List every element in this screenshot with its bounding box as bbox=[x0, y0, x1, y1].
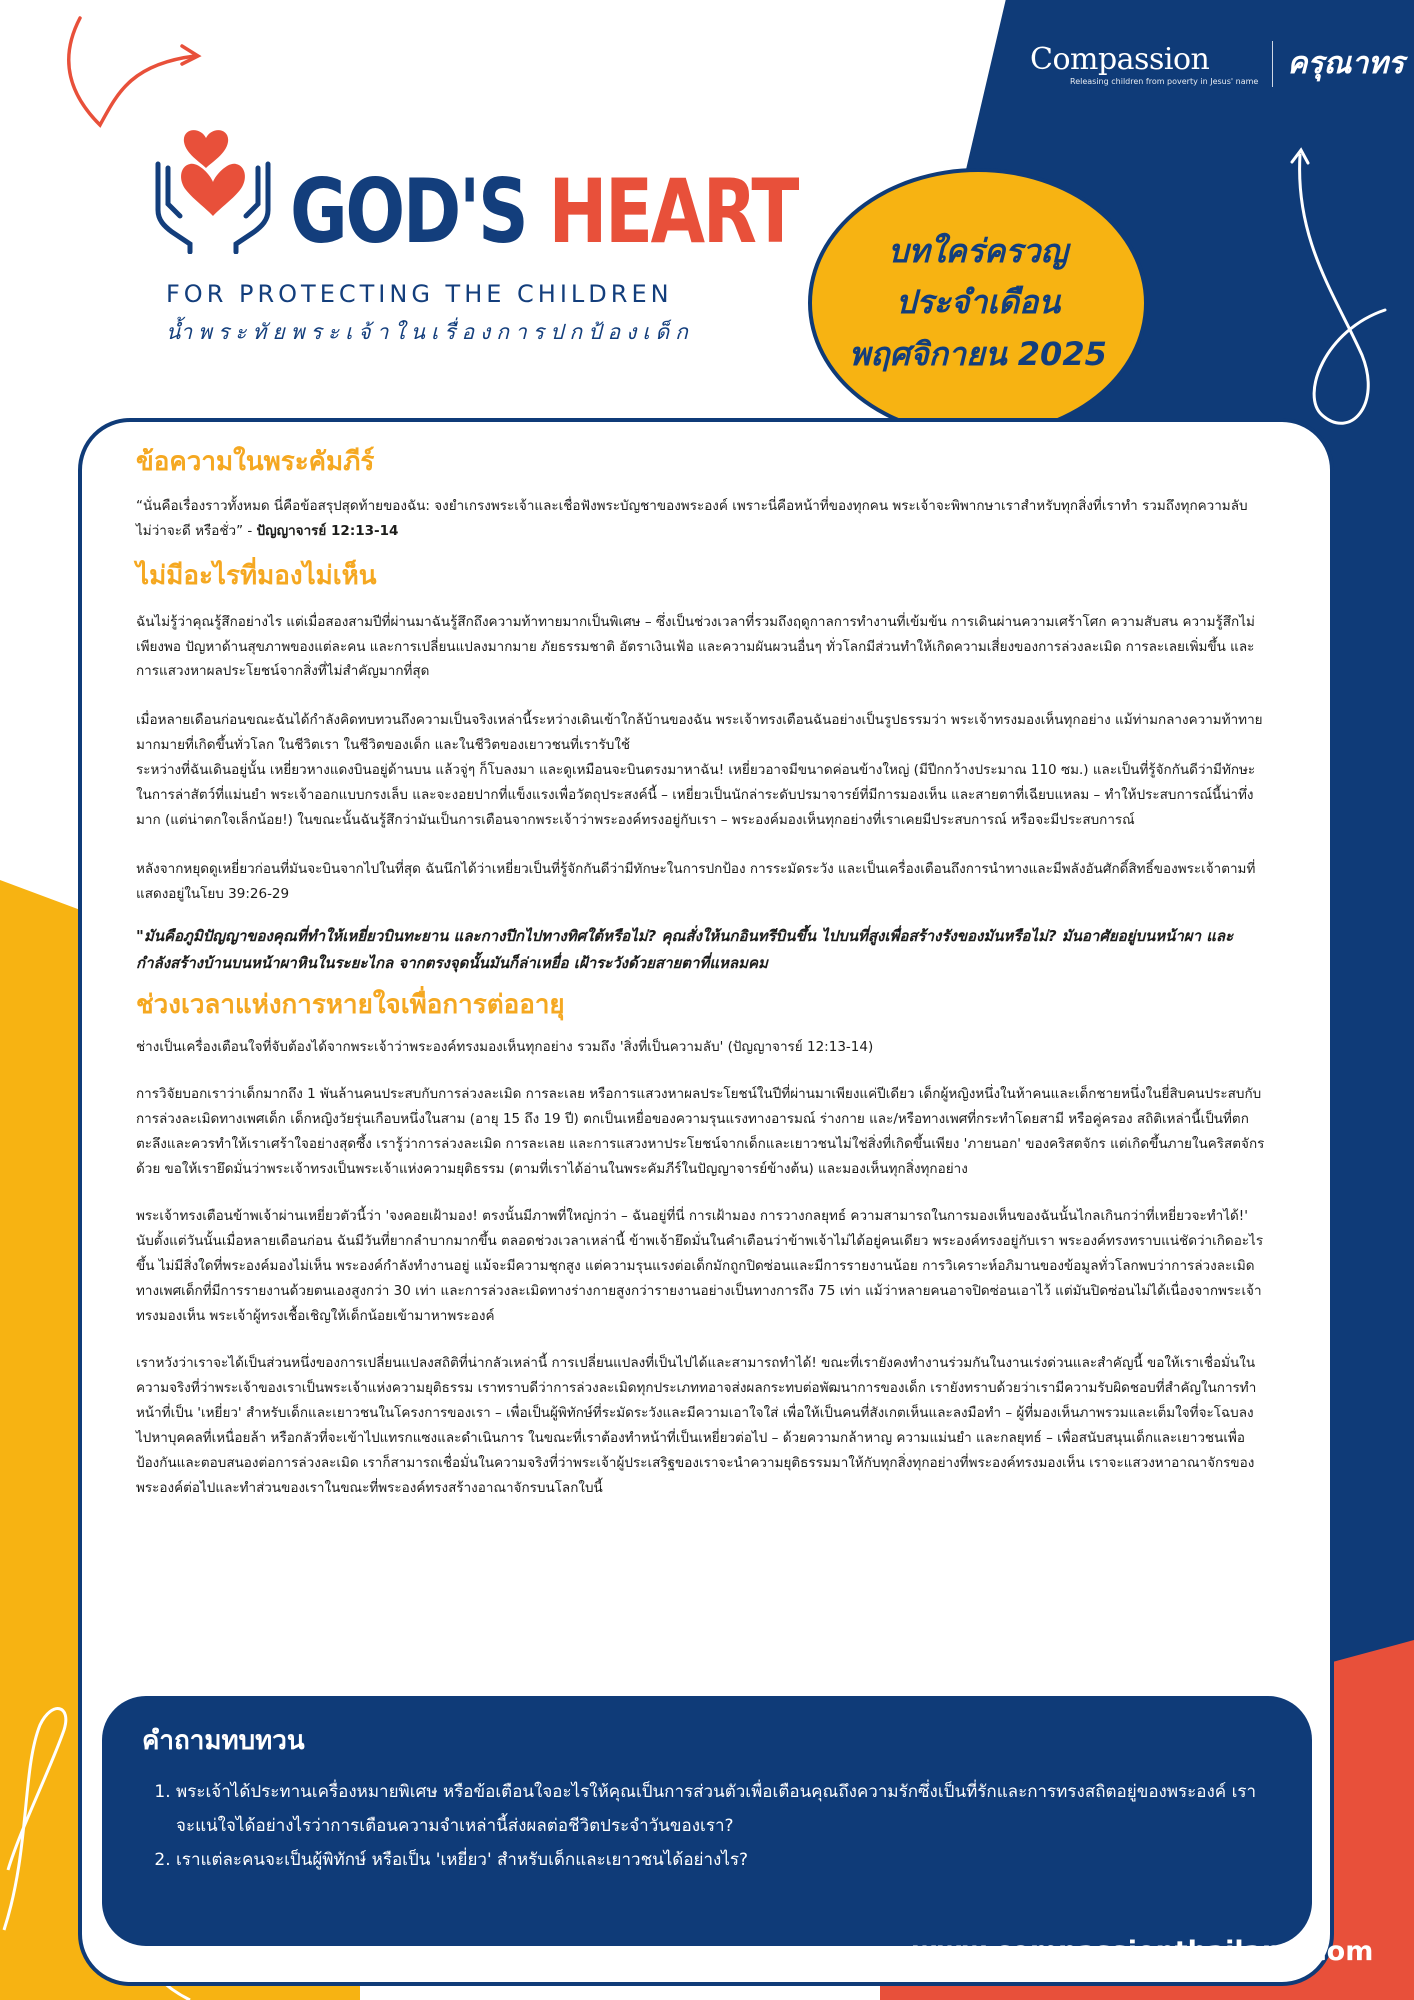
review-question-1: 1. พระเจ้าได้ประทานเครื่องหมายพิเศษ หรือข้อเตือนใจอะไรให้คุณเป็นการส่วนตัวเพื่อเตือนคุณถึงความรักซึ่งเป็นที่รักและการทรงสถิตอยู่ของพระองค์ เราจะแน่ใจได้อย่างไรว่าการเตือนความจำเหล่านี้ส่งผลต่อชีวิตประจำวันของเรา? bbox=[176, 1775, 1272, 1843]
partner-logo: ครุณาทร bbox=[1287, 46, 1405, 81]
month-badge bbox=[808, 168, 1148, 438]
section2-paragraph-4: เราหวังว่าเราจะได้เป็นส่วนหนึ่งของการเปลี่ยนแปลงสถิติที่น่ากลัวเหล่านี้ การเปลี่ยนแปลงที่เป็นไปได้และสามารถทำได้! ขณะที่เรายังคงทำงานร่วมกันในงานเร่งด่วนและสำคัญนี้ ขอให้เราเชื่อมั่นในความจริงที่ว่าพระเจ้าของเราเป็นพระเจ้าแห่งความยุติธรรม เราทราบดีว่าการล่วงละเมิดทุกประเภททอาจส่งผลกระทบต่อพัฒนาการของเด็ก เรายังทราบด้วยว่าเรามีความรับผิดชอบที่สำคัญในการทำหน้าที่เป็น 'เหยี่ยว' สำหรับเด็กและเยาวชนในโครงการของเรา – เพื่อเป็นผู้พิทักษ์ที่ระมัดระวังและมีความเอาใจใส่ เพื่อให้เป็นคนที่สังเกตเห็นและลงมือทำ – ผู้ที่มองเห็นภาพรวมและเต็มใจที่จะโฉบลงไปหาบุคคลที่เหนื่อยล้า หรือกลัวที่จะเข้าไปแทรกแซงและดำเนินการ ในขณะที่เราต้องทำหน้าที่เป็นเหยี่ยวต่อไป – ด้วยความกล้าหาญ ความแม่นยำ และกลยุทธ์ – เพื่อสนับสนุนเด็กและเยาวชนเพื่อป้องกันและตอบสนองต่อการล่วงละเมิด เราก็สามารถเชื่อมั่นในความจริงที่ว่าพระเจ้าผู้ประเสริฐของเราจะนำความยุติธรรมมาให้กับทุกสิ่งทุกอย่างที่พระองค์ทรงมองเห็น เราจะแสวงหาอาณาจักรของพระองค์ต่อไปและทำส่วนของเราในขณะที่พระองค์ทรงสร้างอาณาจักรบนโลกใบนี้ bbox=[136, 1354, 1257, 1496]
section1-paragraph-2a: เมื่อหลายเดือนก่อนขณะฉันได้กำลังคิดทบทวนถึงความเป็นจริงเหล่านี้ระหว่างเดินเข้าใกล้บ้านของฉัน พระเจ้าทรงเตือนฉันอย่างเป็นรูปธรรมว่า พระเจ้าทรงมองเห็นทุกอย่าง แม้ท่ามกลางความท้าทายมากมายที่เกิดขึ้นทั่วโลก ในชีวิตเรา ในชีวิตของเด็ก และในชีวิตของเยาวชนที่เรารับใช้ bbox=[136, 712, 1263, 754]
content-body bbox=[136, 446, 1266, 1501]
logo-thai-subtitle: น้ำพระทัยพระเจ้าในเรื่องการปกป้องเด็ก bbox=[166, 320, 694, 344]
badge-line-1: บทใคร่ครวญ bbox=[888, 232, 1068, 271]
scripture-text bbox=[136, 494, 1266, 544]
section2-heading: ช่วงเวลาแห่งการหายใจเพื่อการต่ออายุ bbox=[136, 990, 565, 1021]
section2-paragraph-2: การวิจัยบอกเราว่าเด็กมากถึง 1 พันล้านคนประสบกับการล่วงละเมิด การละเลย หรือการแสวงหาผลประโยชน์ในปีที่ผ่านมาเพียงแค่ปีเดียว เด็กผู้หญิงหนึ่งในห้าคนและเด็กชายหนึ่งในยี่สิบคนประสบกับการล่วงละเมิดทางเพศเด็ก เด็กหญิงวัยรุ่นเกือบหนึ่งในสาม (อายุ 15 ถึง 19 ปี) ตกเป็นเหยื่อของความรุนแรงทางอารมณ์ ร่างกาย และ/หรือทางเพศที่กระทำโดยสามี หรือคู่ครอง สถิติเหล่านี้เป็นที่ตกตะลึงและควรทำให้เราเศร้าใจอย่างสุดซึ้ง เรารู้ว่าการล่วงละเมิด การละเลย และการแสวงหาประโยชน์จากเด็กและเยาวชนไม่ใช่สิ่งที่เกิดขึ้นเพียง 'ภายนอก' ของคริสตจักร แต่เกิดขึ้นภายในคริสตจักรด้วย ขอให้เรายึดมั่นว่าพระเจ้าทรงเป็นพระเจ้าแห่งความยุติธรรม (ตามที่เราได้อ่านในพระคัมภีร์ในปัญญาจารย์ข้างต้น) และมองเห็นทุกสิ่งทุกอย่าง bbox=[136, 1085, 1265, 1177]
review-heading: คำถามทบทวน bbox=[142, 1726, 305, 1756]
job-quote: "มันคือภูมิปัญญาของคุณที่ทำให้เหยี่ยวบินทะยาน และกางปีกไปทางทิศใต้หรือไม่? คุณสั่งให้นกอินทรีบินขึ้น ไปบนที่สูงเพื่อสร้างรังของมันหรือไม่? มันอาศัยอยู่บนหน้าผา และกำลังสร้างบ้านบนหน้าผาหินในระยะไกล จากตรงจุดนั้นมันก็ล่าเหยื่อ เฝ้าระวังด้วยสายตาที่แหลมคม bbox=[136, 927, 1234, 973]
section1-paragraph-3: หลังจากหยุดดูเหยี่ยวก่อนที่มันจะบินจากไปในที่สุด ฉันนึกได้ว่าเหยี่ยวเป็นที่รู้จักกันดีว่ามีทักษะในการปกป้อง การระมัดระวัง และเป็นเครื่องเตือนถึงการนำทางและมีพลังอันศักดิ์สิทธิ์ของพระเจ้าตามที่แสดงอยู่ในโยบ 39:26-29 bbox=[136, 861, 1256, 903]
scripture-quote: “นั่นคือเรื่องราวทั้งหมด นี่คือข้อสรุปสุดท้ายของฉัน: จงยำเกรงพระเจ้าและเชื่อฟังพระบัญชาของพระองค์ เพราะนี่คือหน้าที่ของทุกคน พระเจ้าจะพิพากษาเราสำหรับทุกสิ่งที่เราทำ รวมถึงทุกความลับ ไม่ว่าจะดี หรือชั่ว” - bbox=[136, 497, 1248, 539]
badge-line-2: ประจำเดือน bbox=[895, 283, 1061, 322]
logo-title bbox=[290, 160, 797, 263]
review-questions-box bbox=[102, 1696, 1312, 1946]
section1-paragraph-2b: ระหว่างที่ฉันเดินอยู่นั้น เหยี่ยวหางแดงบินอยู่ด้านบน แล้วจู่ๆ ก็โบลงมา และดูเหมือนจะบินตรงมาหาฉัน! เหยี่ยวอาจมีขนาดค่อนข้างใหญ่ (มีปีกกว้างประมาณ 110 ซม.) และเป็นที่รู้จักกันดีว่ามีทักษะในการล่าสัตว์ที่แม่นยำ พระเจ้าออกแบบกรงเล็บ และจะงอยปากที่แข็งแรงเพื่อวัตถุประสงค์นี้ – เหยี่ยวเป็นนักล่าระดับปรมาจารย์ที่มีการมองเห็น และสายตาที่เฉียบแหลม – ทำให้ประสบการณ์นี้น่าทึ่งมาก (แต่น่าตกใจเล็กน้อย!) ในขณะนั้นฉันรู้สึกว่ามันเป็นการเตือนจากพระเจ้าว่าพระองค์ทรงอยู่กับเรา – พระองค์มองเห็นทุกอย่างที่เราเคยมีประสบการณ์ หรือจะมีประสบการณ์ bbox=[136, 762, 1256, 829]
website-link[interactable]: www.compassionthailand.com bbox=[912, 1936, 1374, 1967]
logo-title-word2: HEART bbox=[548, 160, 797, 263]
brand-divider bbox=[1272, 41, 1273, 87]
red-swoosh-arrow-icon bbox=[69, 18, 195, 125]
logo-title-word1: GOD'S bbox=[290, 160, 527, 263]
review-list bbox=[142, 1775, 1272, 1877]
red-arrowhead-icon bbox=[182, 46, 198, 64]
gods-heart-logo bbox=[150, 120, 797, 350]
section2-paragraph-3: พระเจ้าทรงเตือนข้าพเจ้าผ่านเหยี่ยวตัวนี้ว่า 'จงคอยเฝ้ามอง! ตรงนั้นมีภาพที่ใหญ่กว่า – ฉันอยู่ที่นี่ การเฝ้ามอง การวางกลยุทธ์ ความสามารถในการมองเห็นของฉันนั้นไกลเกินกว่าที่เหยี่ยวจะทำได้!' นับตั้งแต่วันนั้นเมื่อหลายเดือนก่อน ฉันมีวันที่ยากลำบากมากขึ้น ตลอดช่วงเวลาเหล่านี้ ข้าพเจ้ายึดมั่นในคำเตือนว่าข้าพเจ้าไม่ได้อยู่คนเดียว พระองค์ทรงอยู่กับเรา พระองค์ทรงทราบแน่ชัดว่าเกิดอะไรขึ้น ไม่มีสิ่งใดที่พระองค์มองไม่เห็น พระองค์กำลังทำงานอยู่ แม้จะมีความชุกสูง แต่ความรุนแรงต่อเด็กมักถูกปิดซ่อนและมีการรายงานน้อย การวิเคราะห์อภิมานของข้อมูลทั่วโลกพบว่าการล่วงละเมิดทางเพศเด็กที่มีการรายงานด้วยตนเองสูงกว่า 30 เท่า และการล่วงละเมิดทางร่างกายสูงกว่ารายงานอย่างเป็นทางการถึง 75 เท่า แม้ว่าหลายคนอาจปิดซ่อนเอาไว้ แต่มันปิดซ่อนไม่ได้เนื่องจากพระเจ้าทรงมองเห็น พระเจ้าผู้ทรงเชื้อเชิญให้เด็กน้อยเข้ามาหาพระองค์ bbox=[136, 1207, 1264, 1324]
heart-hands-icon bbox=[150, 124, 276, 254]
compassion-tagline: Releasing children from poverty in Jesus' name bbox=[1070, 76, 1259, 86]
review-question-2: 2. เราแต่ละคนจะเป็นผู้พิทักษ์ หรือเป็น 'เหยี่ยว' สำหรับเด็กและเยาวชนได้อย่างไร? bbox=[176, 1843, 1272, 1877]
scripture-reference: ปัญญาจารย์ 12:13-14 bbox=[256, 522, 399, 539]
logo-subtitle: FOR PROTECTING THE CHILDREN bbox=[166, 280, 673, 308]
section1-heading: ไม่มีอะไรที่มองไม่เห็น bbox=[136, 560, 377, 591]
compassion-brand bbox=[1030, 40, 1404, 87]
scripture-heading: ข้อความในพระคัมภีร์ bbox=[136, 447, 375, 477]
section2-paragraph-1: ช่างเป็นเครื่องเตือนใจที่จับต้องได้จากพระเจ้าว่าพระองค์ทรงมองเห็นทุกอย่าง รวมถึง 'สิ่งที่เป็นความลับ' (ปัญญาจารย์ 12:13-14) bbox=[136, 1039, 874, 1056]
compassion-logo: Compassion bbox=[1030, 41, 1210, 77]
badge-line-3: พฤศจิกายน 2025 bbox=[849, 334, 1107, 373]
section1-paragraph-1: ฉันไม่รู้ว่าคุณรู้สึกอย่างไร แต่เมื่อสองสามปีที่ผ่านมาฉันรู้สึกถึงความท้าทายมากเป็นพิเศษ – ซึ่งเป็นช่วงเวลาที่รวมถึงฤดูกาลการทำงานที่เข้มข้น การเดินผ่านความเศร้าโศก ความสับสน ความรู้สึกไม่เพียงพอ ปัญหาด้านสุขภาพของแต่ละคน และการเปลี่ยนแปลงมากมาย ภัยธรรมชาติ อัตราเงินเฟ้อ และความผันผวนอื่นๆ ทั่วโลกมีส่วนทำให้เกิดความเสี่ยงของการล่วงละเมิด การละเลยเพิ่มขึ้น และการแสวงหาผลประโยชน์จากสิ่งที่ไม่สำคัญมากที่สุด bbox=[136, 613, 1255, 680]
